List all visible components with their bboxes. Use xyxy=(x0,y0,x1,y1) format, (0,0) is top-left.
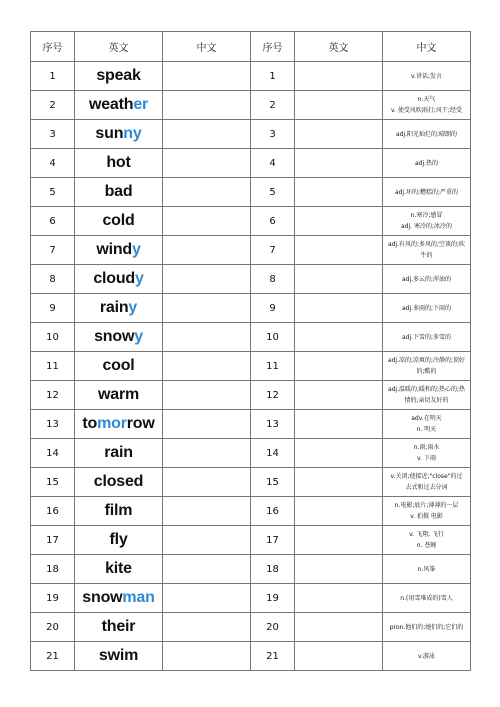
chinese-blank[interactable] xyxy=(163,265,251,294)
english-word xyxy=(75,323,163,352)
row-number: 11 xyxy=(31,352,75,381)
header-row xyxy=(31,32,471,62)
chinese-meaning xyxy=(383,178,471,207)
meaning-line: adj.下雪的;多雪的 xyxy=(401,333,452,341)
table-row xyxy=(31,91,471,120)
chinese-blank[interactable] xyxy=(163,62,251,91)
english-word xyxy=(75,555,163,584)
table-row xyxy=(31,555,471,584)
english-word xyxy=(75,468,163,497)
row-number: 3 xyxy=(251,120,295,149)
chinese-meaning xyxy=(383,265,471,294)
row-number: 13 xyxy=(31,410,75,439)
word-highlight: ny xyxy=(123,125,142,142)
english-word xyxy=(75,352,163,381)
meaning-line: adv.在明天 xyxy=(411,415,442,422)
word-segment: speak xyxy=(96,67,141,84)
word-segment: their xyxy=(101,618,136,635)
chinese-blank[interactable] xyxy=(163,526,251,555)
table-row xyxy=(31,265,471,294)
vocabulary-sheet xyxy=(30,31,470,671)
word-segment: kite xyxy=(105,560,132,577)
chinese-blank[interactable] xyxy=(163,294,251,323)
row-number: 17 xyxy=(251,526,295,555)
row-number: 14 xyxy=(31,439,75,468)
chinese-meaning xyxy=(383,613,471,642)
row-number: 4 xyxy=(251,149,295,178)
english-word xyxy=(75,439,163,468)
chinese-blank[interactable] xyxy=(163,439,251,468)
chinese-meaning xyxy=(383,468,471,497)
table-row xyxy=(31,323,471,352)
word-segment: rain xyxy=(99,299,129,316)
chinese-meaning xyxy=(383,236,471,265)
english-blank[interactable] xyxy=(295,526,383,555)
row-number: 1 xyxy=(251,62,295,91)
chinese-meaning xyxy=(383,439,471,468)
meaning-line: n.电影;底片;薄薄的一层 xyxy=(394,502,459,509)
chinese-meaning xyxy=(383,323,471,352)
english-blank[interactable] xyxy=(295,91,383,120)
table-row xyxy=(31,526,471,555)
chinese-blank[interactable] xyxy=(163,178,251,207)
english-blank[interactable] xyxy=(295,352,383,381)
english-word xyxy=(75,613,163,642)
table-row xyxy=(31,120,471,149)
meaning-line: v. 使受风吹雨打;风干;经受 xyxy=(391,107,462,114)
meaning-line: 去式和过去分词 xyxy=(405,484,448,491)
table-body xyxy=(31,62,471,671)
chinese-meaning xyxy=(383,555,471,584)
table-row xyxy=(31,381,471,410)
english-word xyxy=(75,91,163,120)
meaning-line: n.(用雪堆成的)雪人 xyxy=(400,594,453,602)
english-blank[interactable] xyxy=(295,381,383,410)
row-number: 20 xyxy=(31,613,75,642)
row-number: 6 xyxy=(251,207,295,236)
english-blank[interactable] xyxy=(295,323,383,352)
english-word xyxy=(75,207,163,236)
chinese-meaning xyxy=(383,207,471,236)
header-chinese: 中文 xyxy=(163,32,251,62)
word-highlight: mor xyxy=(97,415,127,432)
english-word xyxy=(75,584,163,613)
row-number: 3 xyxy=(31,120,75,149)
english-word xyxy=(75,381,163,410)
row-number: 9 xyxy=(251,294,295,323)
word-segment: snow xyxy=(82,589,123,606)
chinese-meaning xyxy=(383,410,471,439)
meaning-line: v. 下雨 xyxy=(417,455,436,462)
word-highlight: y xyxy=(131,241,141,258)
meaning-line: adj.阳光灿烂的;晴朗的 xyxy=(395,130,458,138)
header-number: 序号 xyxy=(251,32,295,62)
english-word xyxy=(75,149,163,178)
chinese-blank[interactable] xyxy=(163,410,251,439)
row-number: 10 xyxy=(251,323,295,352)
chinese-meaning xyxy=(383,352,471,381)
chinese-meaning xyxy=(383,294,471,323)
chinese-meaning xyxy=(383,642,471,671)
table-row xyxy=(31,410,471,439)
row-number: 12 xyxy=(251,381,295,410)
table-row xyxy=(31,468,471,497)
word-segment: to xyxy=(82,415,98,432)
row-number: 15 xyxy=(31,468,75,497)
word-segment: rain xyxy=(104,444,133,461)
english-word xyxy=(75,265,163,294)
row-number: 20 xyxy=(251,613,295,642)
english-word xyxy=(75,642,163,671)
chinese-meaning xyxy=(383,497,471,526)
header-chinese: 中文 xyxy=(383,32,471,62)
english-blank[interactable] xyxy=(295,265,383,294)
row-number: 19 xyxy=(31,584,75,613)
table-row xyxy=(31,149,471,178)
word-segment: cool xyxy=(102,357,135,374)
row-number: 8 xyxy=(31,265,75,294)
meaning-line: 情的;亲切友好的 xyxy=(404,397,449,404)
row-number: 19 xyxy=(251,584,295,613)
english-word xyxy=(75,120,163,149)
row-number: 16 xyxy=(251,497,295,526)
chinese-blank[interactable] xyxy=(163,468,251,497)
word-segment: fly xyxy=(109,531,128,548)
row-number: 2 xyxy=(251,91,295,120)
vocabulary-table xyxy=(30,31,471,671)
table-row xyxy=(31,236,471,265)
english-blank[interactable] xyxy=(295,613,383,642)
row-number: 21 xyxy=(31,642,75,671)
table-row xyxy=(31,178,471,207)
table-row xyxy=(31,439,471,468)
word-highlight: man xyxy=(122,589,155,606)
header-english: 英文 xyxy=(295,32,383,62)
english-blank[interactable] xyxy=(295,555,383,584)
chinese-blank[interactable] xyxy=(163,497,251,526)
table-row xyxy=(31,62,471,91)
chinese-meaning xyxy=(383,381,471,410)
english-blank[interactable] xyxy=(295,149,383,178)
english-blank[interactable] xyxy=(295,410,383,439)
word-highlight: y xyxy=(128,299,138,316)
chinese-meaning xyxy=(383,584,471,613)
word-highlight: y xyxy=(134,270,144,287)
meaning-line: adj.坏的;糟糕的;严重的 xyxy=(394,188,459,196)
english-blank[interactable] xyxy=(295,120,383,149)
meaning-line: adj.热的 xyxy=(414,159,439,167)
word-segment: hot xyxy=(106,154,131,171)
chinese-blank[interactable] xyxy=(163,584,251,613)
table-row xyxy=(31,294,471,323)
meaning-line: n. 明天 xyxy=(416,426,437,433)
row-number: 16 xyxy=(31,497,75,526)
chinese-blank[interactable] xyxy=(163,642,251,671)
english-word xyxy=(75,410,163,439)
row-number: 2 xyxy=(31,91,75,120)
chinese-blank[interactable] xyxy=(163,381,251,410)
english-blank[interactable] xyxy=(295,584,383,613)
meaning-line: n.天气 xyxy=(417,96,436,103)
meaning-line: 的;酷的 xyxy=(416,368,437,375)
row-number: 10 xyxy=(31,323,75,352)
meaning-line: v. 拍摄 电影 xyxy=(410,513,443,520)
meaning-line: n.雨;雨水 xyxy=(413,444,440,451)
meaning-line: n.风筝 xyxy=(417,565,436,573)
chinese-meaning xyxy=(383,91,471,120)
row-number: 13 xyxy=(251,410,295,439)
word-segment: wind xyxy=(96,241,132,258)
chinese-blank[interactable] xyxy=(163,120,251,149)
row-number: 15 xyxy=(251,468,295,497)
meaning-line: v.关闭;使接近;"close"的过 xyxy=(390,473,463,480)
meaning-line: v. 飞翔; 飞行 xyxy=(409,531,444,538)
row-number: 5 xyxy=(31,178,75,207)
row-number: 18 xyxy=(251,555,295,584)
row-number: 7 xyxy=(251,236,295,265)
english-blank[interactable] xyxy=(295,294,383,323)
meaning-line: 牛的 xyxy=(420,252,433,259)
meaning-line: n. 苍蝇 xyxy=(416,542,437,549)
table-row xyxy=(31,207,471,236)
meaning-line: v.游泳 xyxy=(418,652,435,660)
english-word xyxy=(75,236,163,265)
meaning-line: adj.有风的;多风的;空谈的;吹 xyxy=(387,241,466,248)
word-segment: cloud xyxy=(93,270,135,287)
row-number: 21 xyxy=(251,642,295,671)
meaning-line: n.寒冷;感冒 xyxy=(410,212,443,219)
chinese-meaning xyxy=(383,149,471,178)
chinese-meaning xyxy=(383,62,471,91)
meaning-line: v.讲话;发言 xyxy=(410,72,442,80)
row-number: 4 xyxy=(31,149,75,178)
word-segment: warm xyxy=(98,386,139,403)
row-number: 5 xyxy=(251,178,295,207)
english-word xyxy=(75,62,163,91)
chinese-blank[interactable] xyxy=(163,236,251,265)
english-word xyxy=(75,526,163,555)
chinese-meaning xyxy=(383,526,471,555)
english-word xyxy=(75,497,163,526)
meaning-line: adj.多雨的;下雨的 xyxy=(401,304,452,312)
row-number: 8 xyxy=(251,265,295,294)
chinese-blank[interactable] xyxy=(163,207,251,236)
meaning-line: adj.凉的;凉爽的;冷静的;顶好 xyxy=(387,357,466,364)
word-segment: cold xyxy=(102,212,135,229)
header-english: 英文 xyxy=(75,32,163,62)
row-number: 14 xyxy=(251,439,295,468)
word-highlight: y xyxy=(134,328,143,345)
word-segment: closed xyxy=(93,473,144,490)
english-blank[interactable] xyxy=(295,468,383,497)
english-blank[interactable] xyxy=(295,497,383,526)
row-number: 7 xyxy=(31,236,75,265)
meaning-line: adj.多云的;浑浊的 xyxy=(401,275,452,283)
table-row xyxy=(31,584,471,613)
table-row xyxy=(31,613,471,642)
row-number: 11 xyxy=(251,352,295,381)
word-highlight: er xyxy=(133,96,149,113)
word-segment: swim xyxy=(98,647,139,664)
chinese-blank[interactable] xyxy=(163,613,251,642)
english-blank[interactable] xyxy=(295,236,383,265)
chinese-blank[interactable] xyxy=(163,352,251,381)
chinese-blank[interactable] xyxy=(163,149,251,178)
english-word xyxy=(75,178,163,207)
word-segment: bad xyxy=(104,183,133,200)
chinese-blank[interactable] xyxy=(163,91,251,120)
row-number: 9 xyxy=(31,294,75,323)
english-blank[interactable] xyxy=(295,178,383,207)
row-number: 18 xyxy=(31,555,75,584)
word-segment: sun xyxy=(95,125,124,142)
english-blank[interactable] xyxy=(295,62,383,91)
table-row xyxy=(31,497,471,526)
meaning-line: adj. 寒冷的;冰冷的 xyxy=(401,223,452,230)
chinese-blank[interactable] xyxy=(163,555,251,584)
table-row xyxy=(31,642,471,671)
chinese-blank[interactable] xyxy=(163,323,251,352)
word-segment: film xyxy=(104,502,133,519)
row-number: 12 xyxy=(31,381,75,410)
word-segment: row xyxy=(126,415,155,432)
english-blank[interactable] xyxy=(295,207,383,236)
row-number: 17 xyxy=(31,526,75,555)
meaning-line: pron.他们的;她们的;它们的 xyxy=(389,623,464,631)
chinese-meaning xyxy=(383,120,471,149)
word-segment: snow xyxy=(94,328,135,345)
row-number: 6 xyxy=(31,207,75,236)
header-number: 序号 xyxy=(31,32,75,62)
word-segment: weath xyxy=(88,96,134,113)
table-row xyxy=(31,352,471,381)
row-number: 1 xyxy=(31,62,75,91)
english-blank[interactable] xyxy=(295,439,383,468)
english-word xyxy=(75,294,163,323)
english-blank[interactable] xyxy=(295,642,383,671)
meaning-line: adj.温暖的;暖和的;热心的;热 xyxy=(387,386,466,393)
